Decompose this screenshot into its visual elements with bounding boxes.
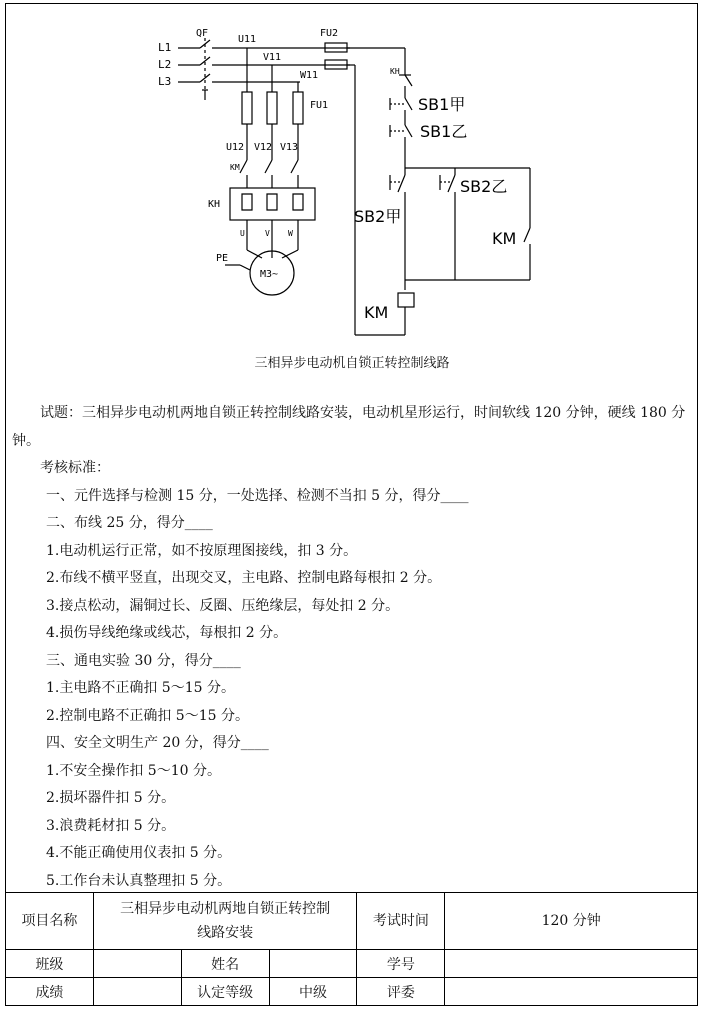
level-label: 认定等级 xyxy=(181,978,269,1006)
label-u12: U12 xyxy=(226,142,245,153)
label-kh: KH xyxy=(208,199,221,210)
label-pe: PE xyxy=(216,253,229,264)
label-w: W xyxy=(288,229,293,238)
exam-body xyxy=(12,400,692,895)
label-v: V xyxy=(265,229,270,238)
section-4-item: 3.浪费耗材扣 5 分。 xyxy=(46,817,176,834)
id-label: 学号 xyxy=(357,950,445,978)
label-u11: U11 xyxy=(238,34,257,45)
section-2-item: 3.接点松动，漏铜过长、反圈、压绝缘层，每处扣 2 分。 xyxy=(46,597,400,614)
class-value[interactable] xyxy=(93,950,181,978)
label-km-coil: KM xyxy=(364,303,389,322)
label-km-contact: KM xyxy=(492,229,517,248)
label-sb2-a: SB2甲 xyxy=(354,207,402,226)
section-2-heading: 二、布线 25 分，得分____ xyxy=(46,515,213,531)
label-v13: V13 xyxy=(280,142,299,153)
section-4-item: 4.不能正确使用仪表扣 5 分。 xyxy=(46,845,232,861)
score-label: 成绩 xyxy=(6,978,94,1006)
time-value: 120 分钟 xyxy=(445,893,698,950)
label-sb2-b: SB2乙 xyxy=(460,177,508,196)
project-label: 项目名称 xyxy=(6,893,94,950)
section-4-heading: 四、安全文明生产 20 分，得分____ xyxy=(46,735,269,751)
class-label: 班级 xyxy=(6,950,94,978)
section-2-item: 2.布线不横平竖直，出现交叉，主电路、控制电路每根扣 2 分。 xyxy=(46,570,442,586)
name-value[interactable] xyxy=(269,950,357,978)
label-u: U xyxy=(240,229,245,238)
label-l1: L1 xyxy=(158,41,172,54)
criteria-title: 考核标准： xyxy=(40,460,110,476)
label-v11: V11 xyxy=(263,52,282,63)
label-km-main: KM xyxy=(230,163,240,172)
level-value: 中级 xyxy=(269,978,357,1006)
section-3-item: 2.控制电路不正确扣 5～15 分。 xyxy=(46,707,249,724)
label-v12: V12 xyxy=(254,142,273,153)
section-1-heading: 一、元件选择与检测 15 分，一处选择、检测不当扣 5 分，得分____ xyxy=(46,487,469,504)
exam-question: 试题：三相异步电动机两地自锁正转控制线路安装，电动机星形运行，时间软线 120 分钟，硬线 180 分钟。 xyxy=(12,405,686,449)
label-fu1: FU1 xyxy=(310,100,329,111)
section-3-item: 1.主电路不正确扣 5～15 分。 xyxy=(46,680,235,696)
project-value xyxy=(93,893,357,950)
label-motor: M3~ xyxy=(260,269,279,280)
name-label: 姓名 xyxy=(181,950,269,978)
section-4-item: 5.工作台未认真整理扣 5 分。 xyxy=(46,872,232,889)
label-fu2: FU2 xyxy=(320,28,339,39)
label-w11: W11 xyxy=(300,70,319,81)
label-sb1-b: SB1乙 xyxy=(420,122,468,141)
judge-value[interactable] xyxy=(445,978,698,1006)
label-l3: L3 xyxy=(158,75,172,88)
judge-label: 评委 xyxy=(357,978,445,1006)
section-4-item: 1.不安全操作扣 5～10 分。 xyxy=(46,762,221,779)
section-2-item: 1.电动机运行正常，如不按原理图接线，扣 3 分。 xyxy=(46,542,358,559)
score-value[interactable] xyxy=(93,978,181,1006)
label-qf: QF xyxy=(196,28,209,39)
diagram-caption: 三相异步电动机自锁正转控制线路 xyxy=(254,356,450,371)
circuit-diagram xyxy=(150,20,550,340)
project-value-line1: 三相异步电动机两地自锁正转控制 xyxy=(120,901,331,917)
label-l2: L2 xyxy=(158,58,172,71)
section-3-heading: 三、通电实验 30 分，得分____ xyxy=(46,652,241,669)
exam-info-table xyxy=(5,892,698,1006)
label-kh-ctrl: KH xyxy=(390,67,400,76)
label-sb1-a: SB1甲 xyxy=(418,95,466,114)
time-label: 考试时间 xyxy=(357,893,445,950)
section-2-item: 4.损伤导线绝缘或线芯，每根扣 2 分。 xyxy=(46,625,288,641)
project-value-line2: 线路安装 xyxy=(197,925,254,941)
section-4-item: 2.损坏器件扣 5 分。 xyxy=(46,790,176,806)
id-value[interactable] xyxy=(445,950,698,978)
